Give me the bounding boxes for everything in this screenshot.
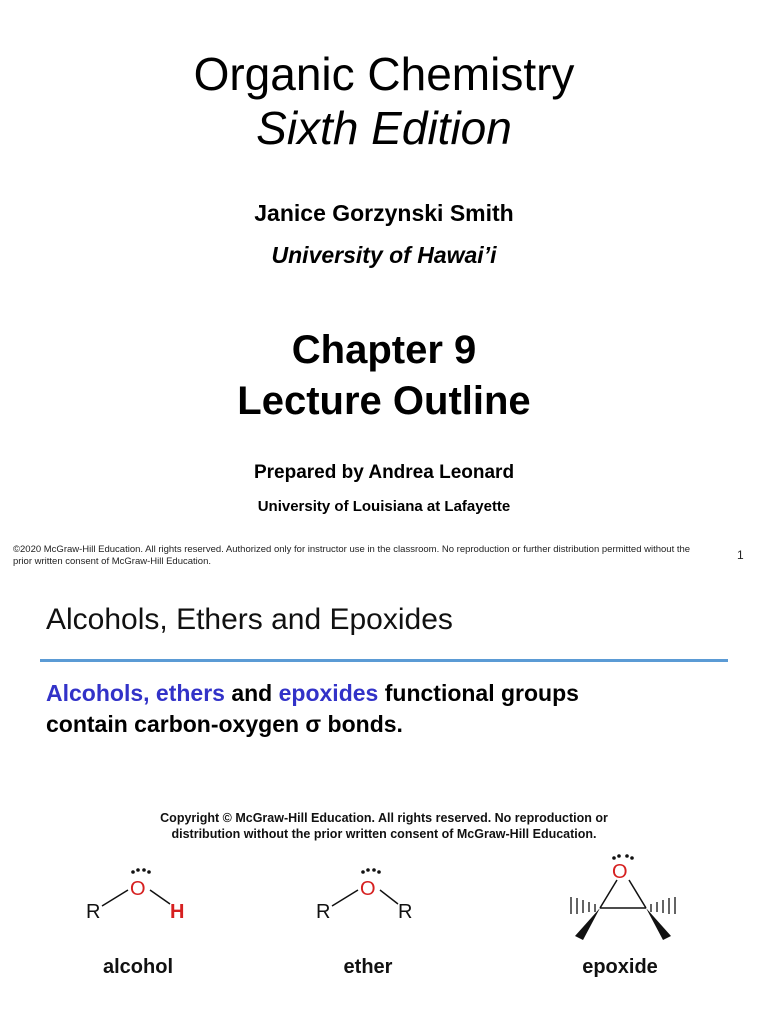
word-and: and <box>231 680 273 706</box>
ether-r2: R <box>398 901 413 923</box>
alcohol-bond-o-h <box>150 890 170 904</box>
epoxide-structure <box>555 850 695 950</box>
hash-bond-left <box>571 897 595 914</box>
term-ethers: ethers <box>155 680 225 706</box>
author-university: University of Hawai’i <box>271 242 497 268</box>
epoxide-oxygen: O <box>612 861 628 883</box>
lone-pair-dot <box>142 868 146 872</box>
slide1-copyright: ©2020 McGraw-Hill Education. All rights reserved. Authorized only for instructor use in the classroom. No reproduction or further distribution permitted without the prior written consent of McGraw-Hill Education. <box>13 544 691 567</box>
epoxide-label: epoxide <box>582 956 658 978</box>
alcohol-r: R <box>86 901 101 923</box>
slide1-title-line1: Organic Chemistry <box>193 48 575 100</box>
figure-copyright-line2: distribution without the prior written consent of McGraw-Hill Education. <box>171 827 597 841</box>
term-alcohols: Alcohols, <box>46 680 150 706</box>
body-line2: contain carbon-oxygen σ bonds. <box>46 711 403 737</box>
hash-bond-right <box>651 897 675 914</box>
slide2-title: Alcohols, Ethers and Epoxides <box>46 603 453 636</box>
alcohol-structure <box>78 850 208 930</box>
term-epoxides: epoxides <box>278 680 379 706</box>
lone-pair-dot <box>147 870 151 874</box>
author-name: Janice Gorzynski Smith <box>254 200 514 226</box>
figure-copyright-line1: Copyright © McGraw-Hill Education. All rights reserved. No reproduction or <box>160 811 608 825</box>
preparer-university: University of Louisiana at Lafayette <box>257 498 511 515</box>
lone-pair-dot <box>630 856 634 860</box>
epoxide-bond-o-c2 <box>629 880 646 908</box>
chapter-number: Chapter 9 <box>291 328 477 372</box>
lone-pair-dot <box>131 870 135 874</box>
prepared-by: Prepared by Andrea Leonard <box>253 462 515 483</box>
alcohol-oxygen: O <box>130 878 146 900</box>
ether-bond-r1-o <box>332 890 358 906</box>
title-divider <box>40 659 728 662</box>
figure-copyright <box>0 810 768 842</box>
ether-r1: R <box>316 901 331 923</box>
ether-bond-o-r2 <box>380 890 398 904</box>
ether-label: ether <box>343 956 393 978</box>
alcohol-hydrogen: H <box>170 901 185 923</box>
lone-pair-dot <box>377 870 381 874</box>
wedge-bond <box>575 908 600 940</box>
lone-pair-dot <box>612 856 616 860</box>
lone-pair-dot <box>372 868 376 872</box>
chapter-subtitle: Lecture Outline <box>237 379 531 423</box>
alcohol-label: alcohol <box>102 956 173 978</box>
lone-pair-dot <box>625 854 629 858</box>
ether-oxygen: O <box>360 878 376 900</box>
slide1-title-line2: Sixth Edition <box>256 102 512 154</box>
slide2-body <box>46 678 736 740</box>
page-number: 1 <box>737 548 744 562</box>
epoxide-bond-o-c1 <box>600 880 617 908</box>
wedge-bond <box>646 908 671 940</box>
lone-pair-dot <box>136 868 140 872</box>
lone-pair-dot <box>361 870 365 874</box>
lone-pair-dot <box>617 854 621 858</box>
body-rest-line1: functional groups <box>384 680 579 706</box>
lone-pair-dot <box>366 868 370 872</box>
alcohol-bond-r-o <box>102 890 128 906</box>
ether-structure <box>308 850 438 930</box>
